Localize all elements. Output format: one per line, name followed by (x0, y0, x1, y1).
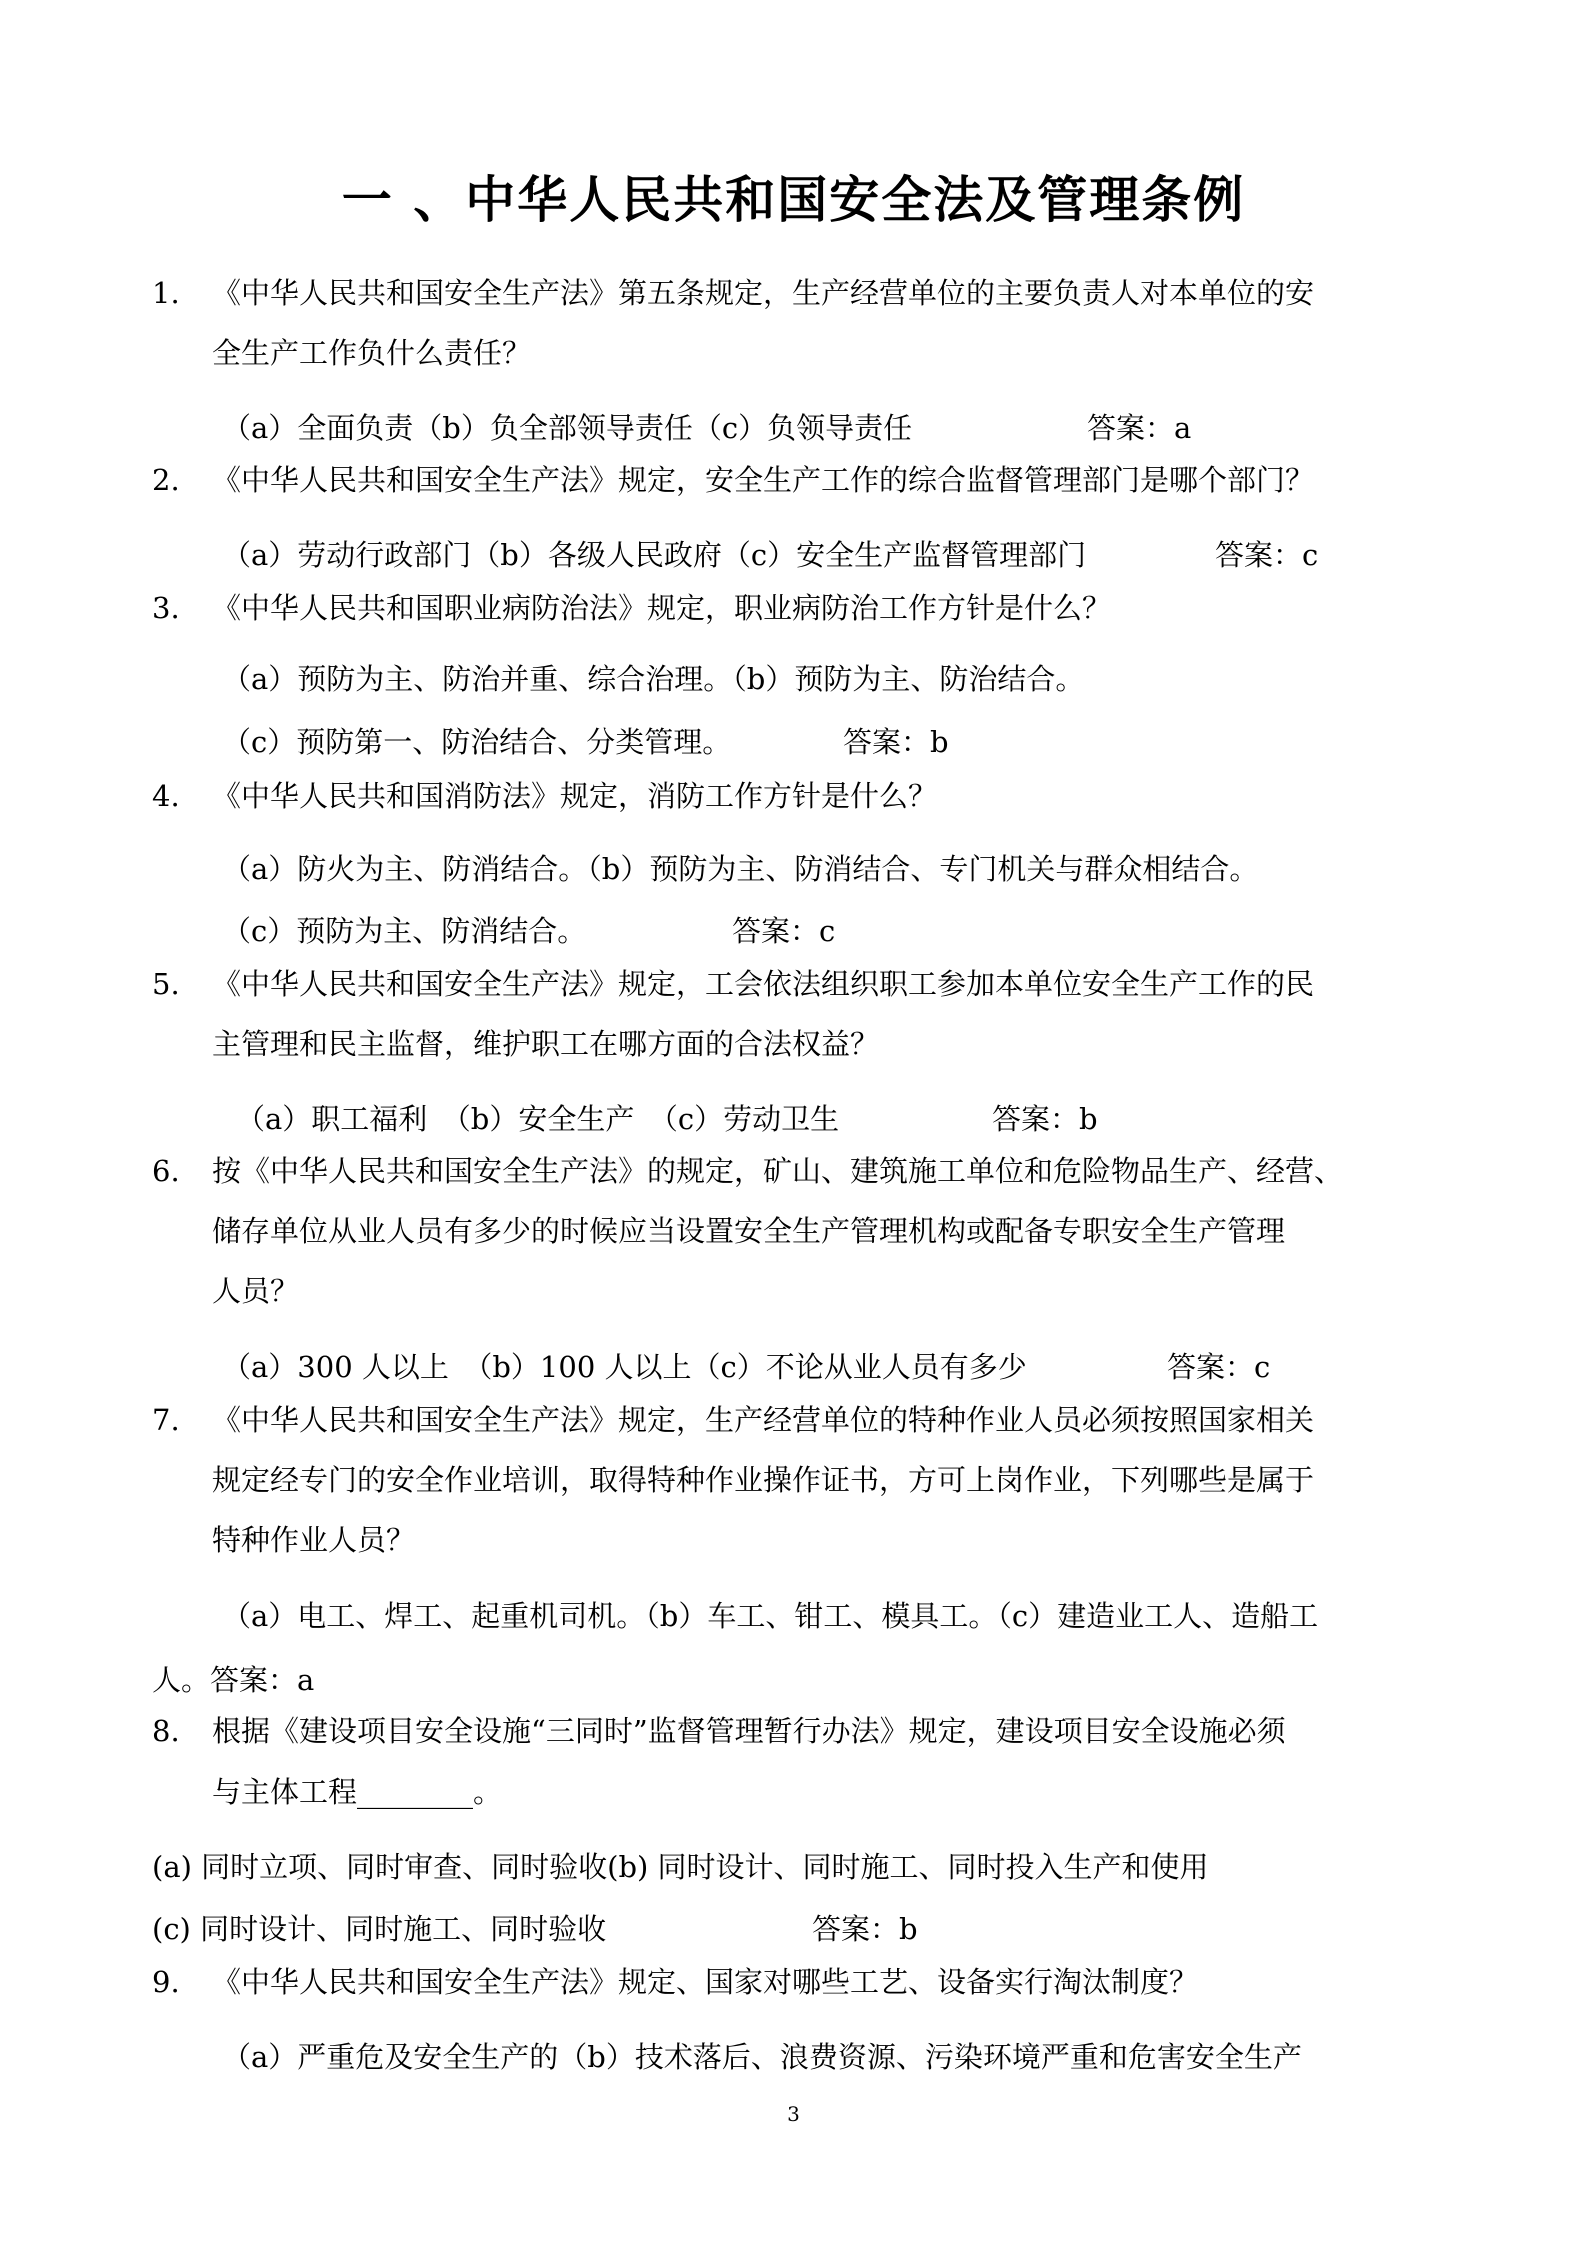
answer-options: (c) 同时设计、同时施工、同时验收 (152, 1912, 607, 1946)
question-text: 特种作业人员？ (212, 1523, 416, 1557)
question-number: 1. (152, 276, 180, 310)
answer-options: （a）职工福利 （b）安全生产 （c）劳动卫生 (236, 1102, 840, 1136)
page-number: 3 (787, 2102, 800, 2126)
question-number: 6. (152, 1154, 180, 1188)
page-title: 一 、中华人民共和国安全法及管理条例 (341, 171, 1246, 229)
answer-options: （a）严重危及安全生产的（b）技术落后、浪费资源、污染环境严重和危害安全生产 (222, 2040, 1302, 2074)
answer-options: （a）防火为主、防消结合。（b）预防为主、防消结合、专门机关与群众相结合。 (222, 852, 1259, 886)
question-text: 与主体工程________。 (212, 1775, 503, 1809)
question-text: 《中华人民共和国职业病防治法》规定，职业病防治工作方针是什么？ (212, 591, 1112, 625)
answer-options: （c）预防为主、防消结合。 (222, 914, 587, 948)
question-text: 主管理和民主监督，维护职工在哪方面的合法权益？ (212, 1027, 880, 1061)
question-number: 5. (152, 967, 180, 1001)
answer-options: （a）预防为主、防治并重、综合治理。（b）预防为主、防治结合。 (222, 662, 1085, 696)
question-number: 2. (152, 463, 180, 497)
answer-label: 答案：b (843, 725, 949, 759)
question-text: 全生产工作负什么责任？ (212, 336, 532, 370)
answer-label: 答案：c (732, 914, 836, 948)
question-number: 8. (152, 1714, 180, 1748)
question-text: 《中华人民共和国安全生产法》规定，安全生产工作的综合监督管理部门是哪个部门？ (212, 463, 1315, 497)
answer-label: 人。答案：a (152, 1663, 315, 1697)
question-text: 根据《建设项目安全设施“三同时”监督管理暂行办法》规定，建设项目安全设施必须 (212, 1714, 1286, 1748)
question-text: 按《中华人民共和国安全生产法》的规定，矿山、建筑施工单位和危险物品生产、经营、 (212, 1154, 1344, 1188)
question-number: 7. (152, 1403, 180, 1437)
question-text: 《中华人民共和国安全生产法》第五条规定，生产经营单位的主要负责人对本单位的安 (212, 276, 1315, 310)
question-text: 人员？ (212, 1274, 300, 1308)
question-text: 《中华人民共和国安全生产法》规定，工会依法组织职工参加本单位安全生产工作的民 (212, 967, 1315, 1001)
question-number: 3. (152, 591, 180, 625)
answer-label: 答案：a (1087, 411, 1192, 445)
answer-label: 答案：b (812, 1912, 918, 1946)
answer-label: 答案：c (1215, 538, 1319, 572)
answer-options: (a) 同时立项、同时审查、同时验收(b) 同时设计、同时施工、同时投入生产和使用 (152, 1850, 1209, 1884)
answer-options: （a）劳动行政部门（b）各级人民政府（c）安全生产监督管理部门 (222, 538, 1087, 572)
answer-options: （a）300 人以上 （b）100 人以上（c）不论从业人员有多少 (222, 1350, 1027, 1384)
answer-options: （c）预防第一、防治结合、分类管理。 (222, 725, 732, 759)
question-text: 《中华人民共和国安全生产法》规定，生产经营单位的特种作业人员必须按照国家相关 (212, 1403, 1315, 1437)
question-text: 储存单位从业人员有多少的时候应当设置安全生产管理机构或配备专职安全生产管理 (212, 1214, 1286, 1248)
question-text: 《中华人民共和国消防法》规定，消防工作方针是什么？ (212, 779, 938, 813)
question-number: 9. (152, 1965, 180, 1999)
question-text: 规定经专门的安全作业培训，取得特种作业操作证书，方可上岗作业，下列哪些是属于 (212, 1463, 1315, 1497)
answer-label: 答案：b (992, 1102, 1098, 1136)
answer-options: （a）电工、焊工、起重机司机。（b）车工、钳工、模具工。（c）建造业工人、造船工 (222, 1599, 1319, 1633)
answer-label: 答案：c (1167, 1350, 1271, 1384)
question-number: 4. (152, 779, 180, 813)
answer-options: （a）全面负责（b）负全部领导责任（c）负领导责任 (222, 411, 913, 445)
question-text: 《中华人民共和国安全生产法》规定、国家对哪些工艺、设备实行淘汰制度？ (212, 1965, 1199, 1999)
